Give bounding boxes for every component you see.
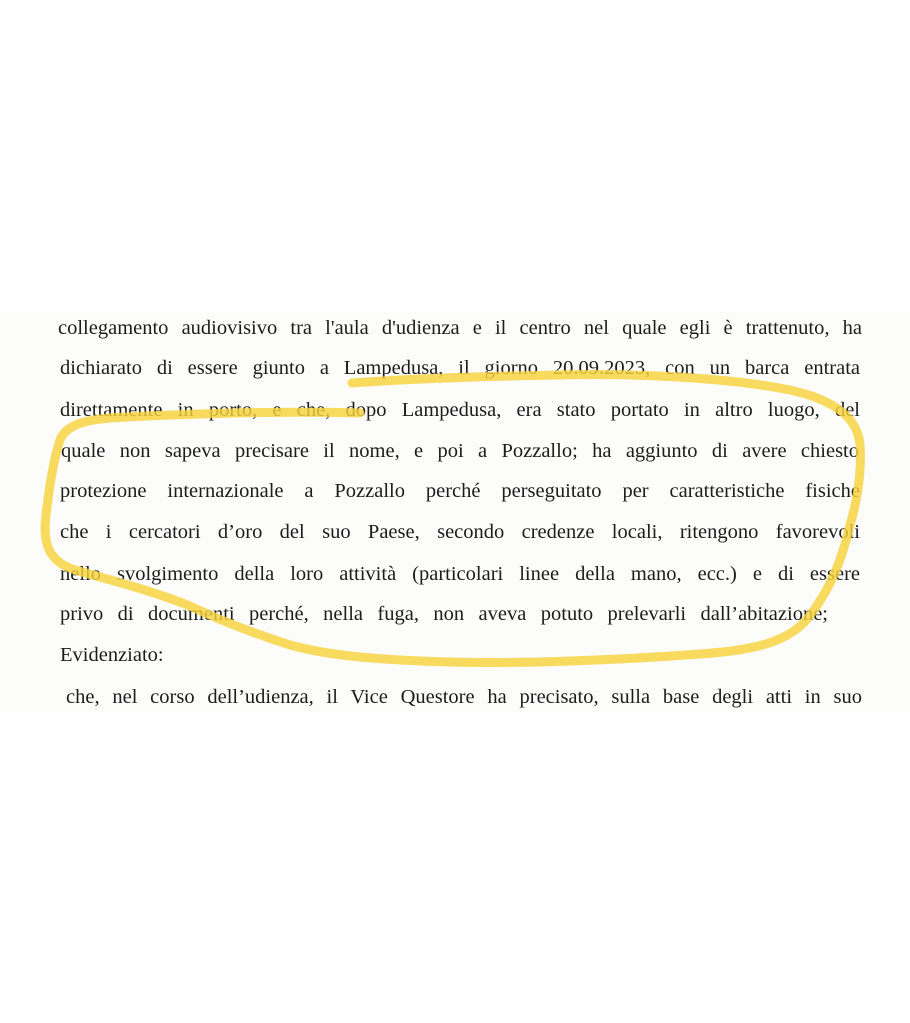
document-line: collegamento audiovisivo tra l'aula d'udienza e il centro nel quale egli è trattenuto, ha xyxy=(58,317,862,339)
document-line: protezione internazionale a Pozzallo perché perseguitato per caratteristiche fisiche xyxy=(60,480,860,502)
document-line: quale non sapeva precisare il nome, e poi a Pozzallo; ha aggiunto di avere chiesto xyxy=(61,440,859,462)
document-line: dichiarato di essere giunto a Lampedusa, il giorno 20.09.2023, con un barca entrata xyxy=(60,357,860,379)
document-line: che i cercatori d’oro del suo Paese, secondo credenze locali, ritengono favorevoli xyxy=(60,521,860,543)
section-heading: Evidenziato: xyxy=(60,644,164,666)
document-line: nello svolgimento della loro attività (particolari linee della mano, ecc.) e di essere xyxy=(60,563,860,585)
document-line: privo di documenti perché, nella fuga, non aveva potuto prelevarli dall’abitazione; xyxy=(60,603,828,625)
document-line: direttamente in porto, e che, dopo Lampedusa, era stato portato in altro luogo, del xyxy=(60,399,860,421)
document-line: che, nel corso dell’udienza, il Vice Questore ha precisato, sulla base degli atti in suo xyxy=(66,686,862,708)
